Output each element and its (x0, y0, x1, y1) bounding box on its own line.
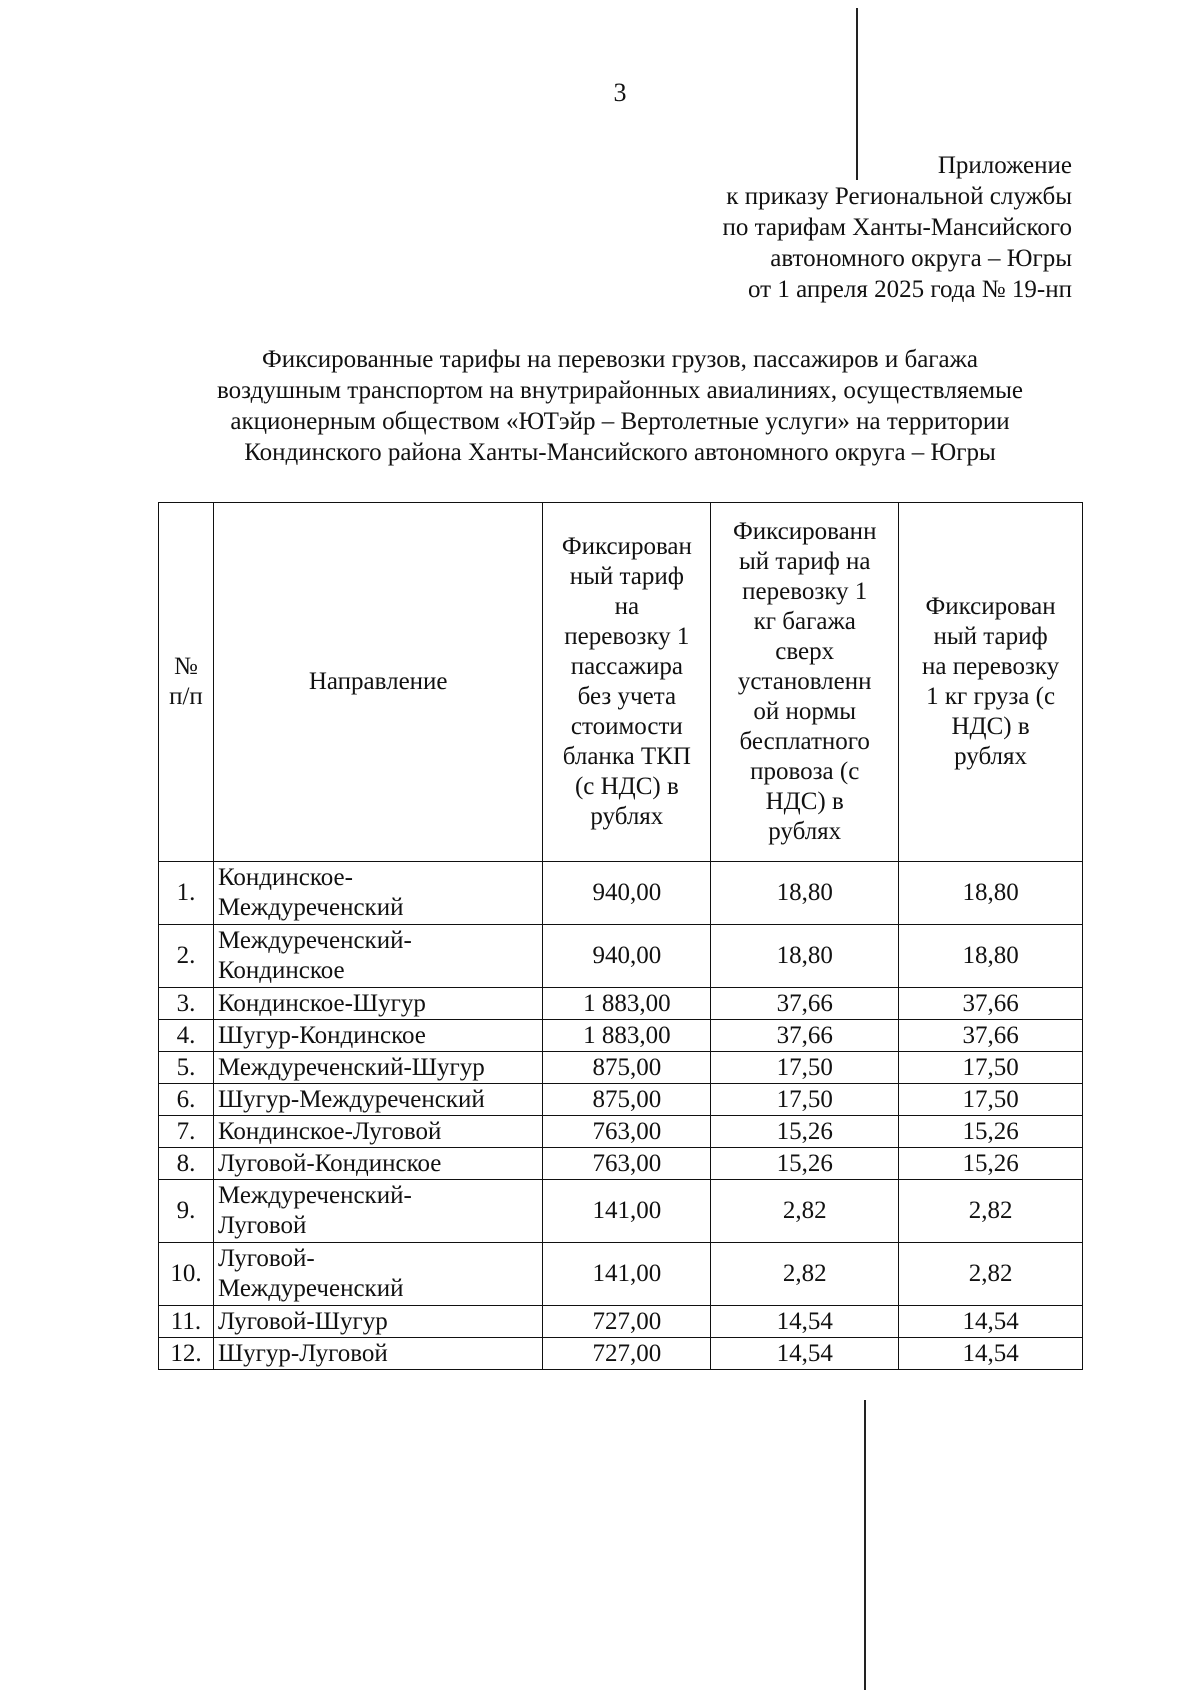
cargo-tariff-cell: 2,82 (899, 1180, 1083, 1243)
title-line: Кондинского района Ханты-Мансийского автономного округа – Югры (244, 439, 996, 466)
table-row (159, 925, 1083, 988)
row-direction (213, 862, 542, 925)
header-text-line: кг багажа (753, 608, 856, 635)
direction-text-line: Кондинское (217, 957, 345, 984)
cargo-tariff-cell: 2,82 (899, 1243, 1083, 1306)
row-number: 2. (159, 925, 214, 988)
passenger-tariff-cell: 727,00 (543, 1338, 711, 1370)
table-row (159, 1148, 1083, 1180)
row-number: 1. (159, 862, 214, 925)
title-line: Фиксированные тарифы на перевозки грузов, пассажиров и багажа (261, 346, 979, 373)
tariff-table (158, 502, 1083, 1370)
header-text-line: перевозку 1 (742, 578, 868, 605)
header-text-line: ой нормы (753, 698, 857, 725)
header-direction (213, 503, 542, 862)
header-text-line: Фиксированн (732, 518, 877, 545)
cargo-tariff-cell: 15,26 (899, 1116, 1083, 1148)
row-number: 10. (159, 1243, 214, 1306)
header-text-line: НДС) в (765, 788, 844, 815)
baggage-tariff-cell: 17,50 (711, 1052, 899, 1084)
direction-text-line: Шугур-Кондинское (217, 1021, 426, 1049)
header-baggage-tariff (711, 503, 899, 862)
cargo-tariff-cell: 37,66 (899, 988, 1083, 1020)
cargo-tariff-cell: 17,50 (899, 1084, 1083, 1116)
direction-text-line: Шугур-Междуреченский (217, 1085, 485, 1113)
table-row (159, 1084, 1083, 1116)
header-text-line: НДС) в (951, 713, 1030, 740)
baggage-tariff-cell: 2,82 (711, 1180, 899, 1243)
direction-text-line: Кондинское- (217, 864, 353, 891)
row-direction (213, 1052, 542, 1084)
baggage-tariff-cell: 37,66 (711, 988, 899, 1020)
table-header-row (159, 503, 1083, 862)
header-text-line: на (614, 593, 640, 620)
appendix-line: от 1 апреля 2025 года № 19-нп (748, 276, 1072, 303)
table-row (159, 862, 1083, 925)
scan-fold-line-bottom (864, 1400, 866, 1690)
cargo-tariff-cell: 14,54 (899, 1338, 1083, 1370)
row-direction (213, 1243, 542, 1306)
direction-text-line: Кондинское-Шугур (217, 989, 426, 1017)
header-text-line: пассажира (570, 653, 684, 680)
passenger-tariff-cell: 141,00 (543, 1180, 711, 1243)
header-text-line: п/п (169, 683, 203, 710)
header-text-line: (с НДС) в (574, 773, 679, 800)
header-cargo-tariff (899, 503, 1083, 862)
direction-text-line: Луговой (217, 1212, 307, 1239)
direction-text-line: Луговой-Кондинское (217, 1149, 442, 1177)
passenger-tariff-cell: 940,00 (543, 925, 711, 988)
row-number: 4. (159, 1020, 214, 1052)
direction-text-line: Междуреченский- (217, 927, 412, 954)
header-text-line: ный тариф (933, 623, 1048, 650)
row-direction (213, 1116, 542, 1148)
row-direction (213, 925, 542, 988)
header-text-line: Фиксирован (561, 533, 692, 560)
direction-text-line: Междуреченский- (217, 1182, 412, 1209)
table-row (159, 1116, 1083, 1148)
direction-text-line: Луговой-Шугур (217, 1307, 388, 1335)
header-text-line: № (174, 653, 198, 680)
baggage-tariff-cell: 37,66 (711, 1020, 899, 1052)
header-text-line: бланка ТКП (562, 743, 691, 770)
row-number: 7. (159, 1116, 214, 1148)
row-direction (213, 1084, 542, 1116)
passenger-tariff-cell: 727,00 (543, 1306, 711, 1338)
cargo-tariff-cell: 15,26 (899, 1148, 1083, 1180)
passenger-tariff-cell: 141,00 (543, 1243, 711, 1306)
appendix-block (723, 150, 1072, 305)
row-number: 9. (159, 1180, 214, 1243)
table-row (159, 1020, 1083, 1052)
passenger-tariff-cell: 940,00 (543, 862, 711, 925)
header-text-line: рублях (954, 743, 1028, 770)
baggage-tariff-cell: 17,50 (711, 1084, 899, 1116)
header-text-line: провоза (с (750, 758, 860, 785)
table-row (159, 1338, 1083, 1370)
baggage-tariff-cell: 15,26 (711, 1148, 899, 1180)
row-direction (213, 1148, 542, 1180)
baggage-tariff-cell: 15,26 (711, 1116, 899, 1148)
cargo-tariff-cell: 18,80 (899, 925, 1083, 988)
header-text-line: сверх (775, 638, 835, 665)
header-text-line: 1 кг груза (с (926, 683, 1056, 710)
header-text-line: без учета (577, 683, 677, 710)
header-text-line: ный тариф (569, 563, 684, 590)
row-direction (213, 1020, 542, 1052)
page-number: 3 (613, 78, 627, 107)
appendix-line: к приказу Региональной службы (726, 183, 1072, 210)
passenger-tariff-cell: 875,00 (543, 1084, 711, 1116)
header-text-line: ый тариф на (738, 548, 871, 575)
row-number: 6. (159, 1084, 214, 1116)
row-direction (213, 988, 542, 1020)
table-row (159, 1052, 1083, 1084)
cargo-tariff-cell: 18,80 (899, 862, 1083, 925)
header-num (159, 503, 214, 862)
document-title (150, 344, 1090, 468)
cargo-tariff-cell: 17,50 (899, 1052, 1083, 1084)
baggage-tariff-cell: 18,80 (711, 925, 899, 988)
cargo-tariff-cell: 14,54 (899, 1306, 1083, 1338)
row-number: 3. (159, 988, 214, 1020)
row-direction (213, 1338, 542, 1370)
header-text-line: бесплатного (739, 728, 870, 755)
appendix-line: по тарифам Ханты-Мансийского (722, 214, 1072, 241)
direction-text-line: Междуреченский-Шугур (217, 1053, 485, 1081)
direction-text-line: Кондинское-Луговой (217, 1117, 442, 1145)
header-text-line: рублях (590, 803, 664, 830)
passenger-tariff-cell: 875,00 (543, 1052, 711, 1084)
title-line: акционерным обществом «ЮТэйр – Вертолетные услуги» на территории (230, 408, 1010, 435)
direction-text-line: Междуреченский (217, 894, 404, 921)
row-number: 5. (159, 1052, 214, 1084)
baggage-tariff-cell: 14,54 (711, 1338, 899, 1370)
passenger-tariff-cell: 763,00 (543, 1116, 711, 1148)
header-text-line: на перевозку (922, 653, 1060, 680)
header-text-line: перевозку 1 (564, 623, 690, 650)
baggage-tariff-cell: 2,82 (711, 1243, 899, 1306)
header-passenger-tariff (543, 503, 711, 862)
direction-text-line: Междуреченский (217, 1275, 404, 1302)
row-number: 8. (159, 1148, 214, 1180)
row-direction (213, 1306, 542, 1338)
table-row (159, 1306, 1083, 1338)
baggage-tariff-cell: 14,54 (711, 1306, 899, 1338)
row-number: 11. (159, 1306, 214, 1338)
row-direction (213, 1180, 542, 1243)
appendix-line: Приложение (937, 152, 1072, 179)
header-text-line: стоимости (570, 713, 683, 740)
baggage-tariff-cell: 18,80 (711, 862, 899, 925)
row-number: 12. (159, 1338, 214, 1370)
table-row (159, 1180, 1083, 1243)
title-line: воздушным транспортом на внутрирайонных авиалиниях, осуществляемые (217, 377, 1023, 404)
appendix-line: автономного округа – Югры (770, 245, 1072, 272)
header-text-line: рублях (768, 818, 842, 845)
passenger-tariff-cell: 1 883,00 (543, 1020, 711, 1052)
passenger-tariff-cell: 763,00 (543, 1148, 711, 1180)
cargo-tariff-cell: 37,66 (899, 1020, 1083, 1052)
direction-text-line: Луговой- (217, 1245, 315, 1272)
table-row (159, 988, 1083, 1020)
header-text-line: установленн (737, 668, 872, 695)
passenger-tariff-cell: 1 883,00 (543, 988, 711, 1020)
header-text-line: Направление (308, 668, 448, 695)
header-text-line: Фиксирован (925, 593, 1056, 620)
table-body (159, 862, 1083, 1370)
table-row (159, 1243, 1083, 1306)
direction-text-line: Шугур-Луговой (217, 1339, 388, 1367)
